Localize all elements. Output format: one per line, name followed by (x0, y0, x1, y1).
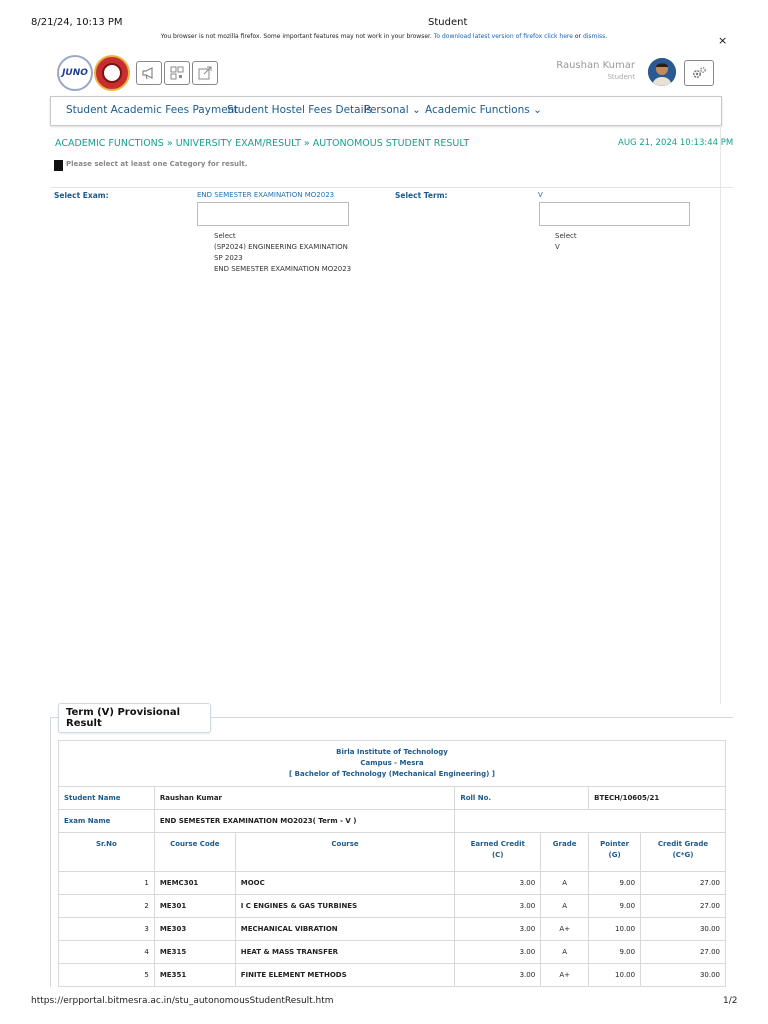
fieldset-border (50, 717, 51, 987)
row-credit: 3.00 (455, 918, 541, 941)
content-border (720, 124, 721, 704)
institute-emblem (94, 55, 130, 91)
row-credit: 3.00 (455, 872, 541, 895)
row-course-code: MEMC301 (154, 872, 235, 895)
print-url: https://erpportal.bitmesra.ac.in/stu_autonomousStudentResult.htm (31, 996, 334, 1006)
result-table (58, 740, 726, 987)
row-pointer: 9.00 (589, 941, 641, 964)
row-pointer: 9.00 (589, 895, 641, 918)
result-legend: Term (V) Provisional Result (58, 703, 211, 733)
term-options-list (555, 232, 577, 254)
roll-no-label: Roll No. (455, 787, 589, 810)
dismiss-link[interactable]: dismiss. (582, 33, 608, 40)
nav-academic-functions-label: Academic Functions (425, 104, 530, 116)
exam-options-list (214, 232, 351, 276)
category-note: Please select at least one Category for result. (66, 160, 248, 168)
row-credit-grade: 27.00 (641, 941, 726, 964)
col-header-pointer-label: Pointer (600, 840, 630, 848)
nav-academic-fees[interactable]: Student Academic Fees Payment (66, 104, 239, 116)
exam-info-row (59, 810, 726, 833)
term-select[interactable] (539, 202, 690, 226)
breadcrumb-sep: » (166, 138, 173, 149)
col-header-grade: Grade (541, 833, 589, 872)
row-course-code: ME315 (154, 941, 235, 964)
chevron-down-icon: ⌄ (411, 104, 421, 116)
or-text: or (574, 33, 582, 40)
server-timestamp: AUG 21, 2024 10:13:44 PM (618, 138, 734, 148)
juno-logo (57, 55, 93, 91)
col-header-course: Course (235, 833, 455, 872)
table-header-row (59, 833, 726, 872)
external-link-icon (198, 66, 212, 80)
row-credit: 3.00 (455, 895, 541, 918)
row-srno: 1 (59, 872, 155, 895)
student-info-row (59, 787, 726, 810)
col-header-srno: Sr.No (59, 833, 155, 872)
browser-warning-text: You browser is not mozilla firefox. Some important features may not work in your browser. (160, 33, 432, 40)
select-term-label: Select Term: (395, 191, 448, 200)
juno-logo-text: JUNO (62, 68, 88, 78)
exam-option[interactable]: Select (214, 232, 236, 240)
col-header-code: Course Code (154, 833, 235, 872)
nav-personal-label: Personal (364, 104, 409, 116)
print-datetime: 8/21/24, 10:13 PM (31, 17, 123, 28)
row-grade: A (541, 941, 589, 964)
row-pointer: 10.00 (589, 918, 641, 941)
student-name-label: Student Name (59, 787, 155, 810)
main-navbar (50, 96, 722, 126)
exam-name-label: Exam Name (59, 810, 155, 833)
row-srno: 3 (59, 918, 155, 941)
note-marker (54, 160, 63, 171)
table-row (59, 964, 726, 987)
user-name: Raushan Kumar (556, 60, 635, 71)
announcement-button[interactable] (136, 61, 162, 85)
breadcrumb (55, 138, 469, 149)
exam-option[interactable]: SP 2023 (214, 254, 243, 262)
col-header-cg (641, 833, 726, 872)
col-header-cg-label: Credit Grade (657, 840, 709, 848)
institute-header-row (59, 741, 726, 787)
table-row (59, 872, 726, 895)
term-option[interactable]: Select (555, 232, 577, 240)
row-credit-grade: 27.00 (641, 895, 726, 918)
term-option[interactable]: V (555, 243, 560, 251)
browser-warning (0, 33, 768, 40)
col-header-credit-label: Earned Credit (470, 840, 525, 848)
row-pointer: 10.00 (589, 964, 641, 987)
exam-select[interactable] (197, 202, 349, 226)
campus-name: Campus - Mesra (360, 759, 424, 767)
row-credit-grade: 30.00 (641, 964, 726, 987)
select-exam-label: Select Exam: (54, 191, 109, 200)
table-row (59, 918, 726, 941)
row-grade: A (541, 872, 589, 895)
breadcrumb-level1[interactable]: ACADEMIC FUNCTIONS (55, 138, 164, 149)
nav-hostel-fees[interactable]: Student Hostel Fees Details (227, 104, 372, 116)
megaphone-icon (141, 66, 157, 80)
chevron-down-icon: ⌄ (533, 104, 542, 116)
external-link-button[interactable] (192, 61, 218, 85)
selected-term-value: V (538, 191, 543, 199)
col-header-credit-sub: (C) (491, 851, 504, 859)
row-credit-grade: 30.00 (641, 918, 726, 941)
roll-no: BTECH/10605/21 (589, 787, 726, 810)
col-header-credit (455, 833, 541, 872)
qr-code-icon (170, 66, 184, 80)
exam-option[interactable]: (SP2024) ENGINEERING EXAMINATION (214, 243, 348, 251)
qr-code-button[interactable] (164, 61, 190, 85)
row-course: MECHANICAL VIBRATION (235, 918, 455, 941)
col-header-cg-sub: (C*G) (672, 851, 694, 859)
breadcrumb-level3: AUTONOMOUS STUDENT RESULT (312, 138, 470, 149)
institute-header (59, 741, 726, 787)
table-row (59, 895, 726, 918)
row-srno: 5 (59, 964, 155, 987)
print-page-number: 1/2 (723, 996, 738, 1006)
breadcrumb-sep: » (303, 138, 310, 149)
user-role: Student (607, 73, 635, 81)
row-grade: A (541, 895, 589, 918)
row-srno: 2 (59, 895, 155, 918)
nav-academic-functions[interactable] (425, 104, 542, 116)
row-course: MOOC (235, 872, 455, 895)
program-name: [ Bachelor of Technology (Mechanical Engineering) ] (289, 770, 495, 778)
table-row (59, 941, 726, 964)
row-course: I C ENGINES & GAS TURBINES (235, 895, 455, 918)
settings-button[interactable] (684, 60, 714, 86)
close-icon[interactable]: × (718, 34, 728, 47)
download-firefox-link[interactable]: To download latest version of firefox click here (433, 33, 573, 40)
divider (50, 187, 733, 188)
col-header-pointer (589, 833, 641, 872)
row-course: HEAT & MASS TRANSFER (235, 941, 455, 964)
empty-cell (455, 810, 726, 833)
row-course-code: ME303 (154, 918, 235, 941)
row-course-code: ME301 (154, 895, 235, 918)
row-course: FINITE ELEMENT METHODS (235, 964, 455, 987)
row-grade: A+ (541, 964, 589, 987)
gear-icon (691, 65, 707, 81)
row-grade: A+ (541, 918, 589, 941)
breadcrumb-level2[interactable]: UNIVERSITY EXAM/RESULT (175, 138, 301, 149)
avatar[interactable] (648, 58, 676, 86)
user-photo-icon (648, 58, 676, 86)
row-course-code: ME351 (154, 964, 235, 987)
institute-name: Birla Institute of Technology (336, 748, 448, 756)
exam-name: END SEMESTER EXAMINATION MO2023( Term - V ) (154, 810, 454, 833)
exam-option[interactable]: END SEMESTER EXAMINATION MO2023 (214, 265, 352, 273)
selected-exam-value: END SEMESTER EXAMINATION MO2023 (197, 191, 335, 199)
row-credit: 3.00 (455, 941, 541, 964)
row-credit: 3.00 (455, 964, 541, 987)
print-title: Student (428, 17, 468, 28)
row-pointer: 9.00 (589, 872, 641, 895)
row-credit-grade: 27.00 (641, 872, 726, 895)
col-header-pointer-sub: (G) (608, 851, 621, 859)
student-name: Raushan Kumar (154, 787, 454, 810)
nav-personal[interactable] (364, 104, 421, 116)
row-srno: 4 (59, 941, 155, 964)
